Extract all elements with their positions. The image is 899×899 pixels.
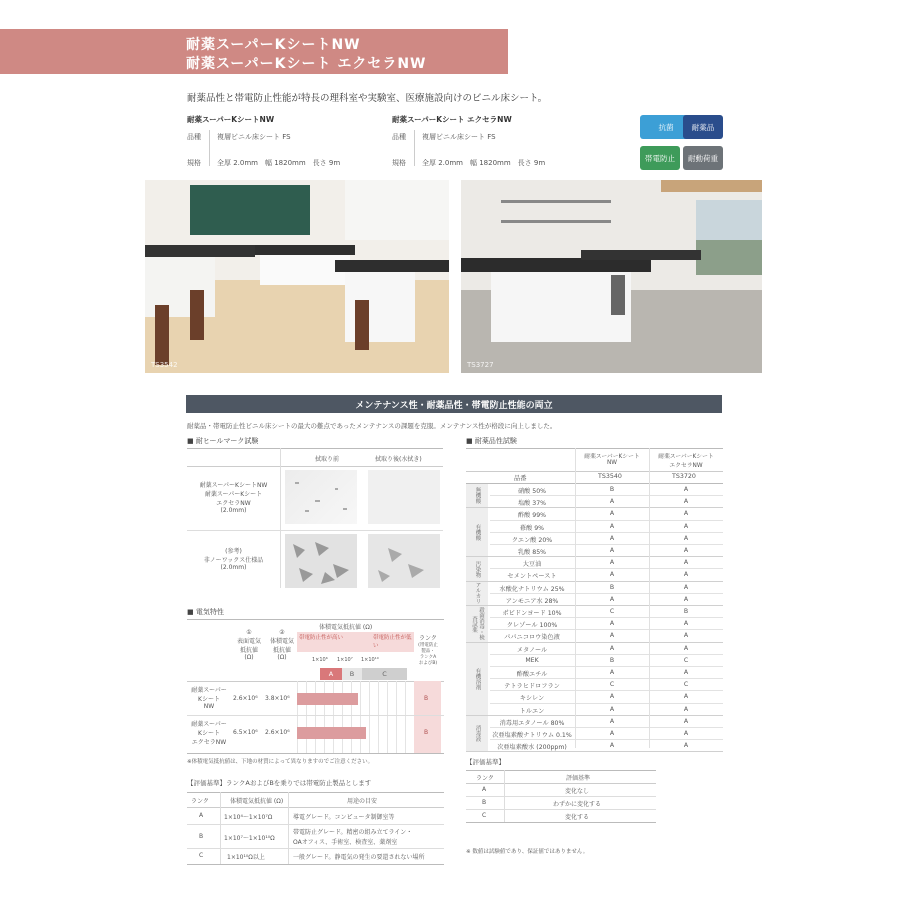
- result-nw: A: [609, 730, 615, 737]
- result-nw: A: [609, 644, 615, 652]
- chemical-name: セメントペースト: [507, 573, 557, 581]
- kikaku-value: 全厚 2.0mm 幅 1820mm 長さ 9m: [422, 159, 546, 167]
- chemical-name: MEK: [525, 656, 539, 664]
- hinshu-value: 複層ビニル床シート FS: [422, 133, 496, 141]
- chemical-name: 消毒用エタノール 80%: [499, 719, 565, 727]
- criteria-left-heading: 【評価基準】ランクAおよびBを乗りでは帯電防止製品とします: [187, 779, 372, 787]
- desc-c: 変化する: [565, 814, 590, 821]
- rank-a: A: [199, 812, 204, 819]
- chemical-name: テトラヒドロフラン: [504, 683, 560, 691]
- electric-table: [187, 619, 444, 759]
- result-excela: B: [683, 608, 689, 615]
- kikaku-value: 全厚 2.0mm 幅 1820mm 長さ 9m: [217, 159, 341, 167]
- use-b-2: OAオフィス、手術室、検査室、薬剤室: [293, 839, 398, 846]
- result-excela: C: [683, 656, 689, 664]
- result-excela: A: [683, 522, 689, 530]
- high-label: 帯電防止性が高い: [299, 635, 344, 641]
- col-value: 体積電気抵抗値 (Ω): [230, 798, 284, 805]
- result-excela: A: [683, 730, 689, 737]
- surface-resistance-header: ① 表面電気 抵抗値 (Ω): [236, 629, 261, 661]
- volume-value: 3.8×10⁶: [265, 695, 290, 702]
- result-nw: A: [609, 742, 615, 750]
- electric-row-excela: 耐薬スーパー Kシート エクセラNW: [191, 721, 227, 746]
- chemical-name: 蓚酸 9%: [519, 524, 545, 532]
- badge-antibacterial: 抗菌: [640, 115, 692, 139]
- chemical-name: クエン酸 20%: [511, 536, 553, 544]
- chemical-name: クレゾール 100%: [506, 622, 558, 630]
- volume-value: 2.6×10⁶: [265, 729, 290, 736]
- surface-value: 2.6×10⁶: [233, 695, 258, 702]
- result-excela: A: [683, 498, 689, 506]
- chem-group-label: 消毒液: [466, 716, 488, 752]
- heel-col-after: 拭取り後(水拭き): [375, 456, 422, 463]
- rank-header: ランク (帯電防止 製品・ ランクA およびB): [418, 635, 438, 666]
- hinshu-value: 複層ビニル床シート FS: [217, 133, 291, 141]
- value-a: 1×10⁴～1×10⁷Ω: [224, 814, 273, 821]
- intro-text: 耐薬品性と帯電防止性能が特長の理科室や実験室、医療施設向けのビニル床シート。: [187, 93, 548, 104]
- result-nw: A: [609, 717, 615, 725]
- col-nw-header: 耐薬スーパーKシート NW: [584, 454, 640, 466]
- result-nw: A: [609, 547, 615, 554]
- chemical-name: 水酸化ナトリウム 25%: [499, 585, 565, 593]
- chem-group-label: 有機溶剤: [466, 643, 488, 715]
- use-c: 一般グレード。静電気の発生の要還されない場所: [293, 854, 425, 861]
- result-nw: A: [609, 534, 615, 542]
- result-excela: A: [683, 486, 689, 493]
- heel-image-nw-after: [368, 470, 440, 524]
- result-nw: A: [609, 571, 615, 579]
- desc-a: 変化なし: [565, 788, 590, 795]
- resistance-bar: [297, 727, 366, 739]
- heel-image-ref-after: [368, 534, 440, 588]
- result-excela: A: [683, 510, 689, 518]
- chemical-name: メタノール: [516, 646, 548, 654]
- result-excela: A: [683, 705, 689, 713]
- hinshu-label: 品種: [392, 133, 406, 141]
- hinban-nw: TS3540: [598, 473, 622, 480]
- rank-b: B: [199, 833, 204, 840]
- rank-c: C: [199, 852, 204, 859]
- result-excela: A: [683, 693, 689, 701]
- chemical-name: トルエン: [519, 707, 545, 715]
- chart-grid: [297, 681, 414, 753]
- chart-title: 体積電気抵抗値 (Ω): [319, 624, 373, 631]
- result-excela: A: [683, 559, 689, 567]
- criteria-right-note: ※ 数値は試験値であり、保証値ではありません。: [466, 849, 589, 855]
- result-excela: A: [683, 620, 689, 628]
- heel-col-before: 拭取り前: [315, 456, 340, 463]
- kikaku-label: 規格: [392, 159, 406, 167]
- col-rank: ランク: [476, 775, 494, 782]
- chem-group-label: 有機酸: [466, 508, 488, 556]
- col-rank: ランク: [191, 798, 209, 805]
- volume-resistance-header: ② 体積電気 抵抗値 (Ω): [269, 629, 294, 661]
- product-name: 耐薬スーパーKシートNW: [187, 115, 275, 124]
- title-banner: [0, 29, 508, 74]
- result-excela: A: [683, 595, 689, 603]
- hinban-ex: TS3720: [672, 473, 696, 480]
- badge-dynamic-load: 耐動荷重: [683, 146, 723, 170]
- grade-c: C: [362, 668, 407, 680]
- desc-b: わずかに変化する: [553, 801, 602, 808]
- chem-group-label: 殺菌消毒・検査試薬: [466, 606, 488, 642]
- result-nw: A: [609, 620, 615, 628]
- result-excela: A: [683, 632, 689, 640]
- result-excela: A: [683, 669, 689, 676]
- grade-a: A: [320, 668, 342, 680]
- result-excela: A: [683, 742, 689, 750]
- chem-group-label: アルカリ: [466, 582, 488, 605]
- result-nw: C: [609, 608, 615, 615]
- tick-1: 1×10⁶: [312, 657, 328, 663]
- chemical-name: 硝酸 50%: [517, 488, 547, 495]
- photo-caption: TS3542: [151, 361, 178, 369]
- section-banner: メンテナンス性・耐薬品性・帯電防止性能の両立: [186, 395, 722, 413]
- result-excela: A: [683, 571, 689, 579]
- heel-row-reference: (参考) 非ノーワックス仕様品 (2.0mm): [203, 548, 264, 571]
- value-b: 1×10⁷～1×10¹⁰Ω: [224, 835, 275, 842]
- chem-group-label: 汚染物: [466, 557, 488, 580]
- heel-image-ref-before: [285, 534, 357, 588]
- photo-caption: TS3727: [467, 361, 494, 369]
- result-excela: A: [683, 583, 689, 591]
- section-description: 耐薬品・帯電防止性ビニル床シートの最大の難点であったメンテナンスの課題を克服。メンテナンス性が格段に向上しました。: [187, 422, 557, 430]
- title-line-2: 耐薬スーパーKシート エクセラNW: [186, 56, 427, 72]
- result-nw: C: [609, 681, 615, 689]
- resistance-bar: [297, 693, 358, 705]
- hinban-label: 品番: [514, 475, 527, 482]
- heel-image-nw-before: [285, 470, 357, 524]
- result-nw: A: [609, 595, 615, 603]
- result-nw: B: [609, 583, 615, 591]
- chemical-name: 次亜塩素酸ナトリウム 0.1%: [492, 732, 572, 739]
- chem-group-label: 無機酸: [466, 484, 488, 507]
- col-ex-header: 耐薬スーパーKシート エクセラNW: [658, 454, 714, 469]
- laboratory-photo: [461, 180, 762, 373]
- surface-value: 6.5×10⁶: [233, 729, 258, 736]
- tick-3: 1×10¹⁰: [361, 657, 379, 663]
- hinshu-label: 品種: [187, 133, 201, 141]
- rank-b: B: [482, 799, 487, 806]
- rank-a: A: [482, 786, 487, 793]
- criteria-right-heading: 【評価基準】: [466, 758, 505, 766]
- result-nw: A: [609, 498, 615, 506]
- product-spec-nw: [187, 114, 387, 167]
- rank-column: [414, 681, 441, 753]
- chemical-name: パパニコロウ染色液: [504, 634, 560, 642]
- rank-c: C: [482, 812, 487, 819]
- chemical-name: 大豆油: [522, 561, 542, 569]
- title-line-1: 耐薬スーパーKシートNW: [186, 37, 361, 53]
- rank-value: B: [424, 695, 429, 702]
- result-excela: C: [683, 681, 689, 689]
- result-nw: A: [609, 705, 615, 713]
- result-excela: A: [683, 644, 689, 652]
- chemical-name: 塩酸 37%: [517, 500, 547, 508]
- chemical-name: キシレン: [519, 695, 545, 703]
- classroom-photo: [145, 180, 449, 373]
- low-label: 帯電防止性が低い: [373, 635, 412, 649]
- badge-chemical-resistant: 耐薬品: [683, 115, 723, 139]
- result-nw: B: [609, 486, 615, 493]
- chemical-name: 次亜塩素酸水 (200ppm): [497, 744, 567, 752]
- result-nw: A: [609, 669, 615, 676]
- grade-b: B: [342, 668, 362, 680]
- col-criteria: 評価基準: [566, 775, 591, 782]
- electric-note: ※体積電気抵抗値は、下地の材質によって異なりますのでご注意ください。: [187, 759, 374, 765]
- chemical-name: アンモニア水 28%: [505, 597, 559, 605]
- product-spec-excela: [392, 114, 612, 167]
- use-a: 導電グレード。コンピュータ制御室等: [293, 814, 395, 821]
- chemical-name: 乳酸 85%: [517, 549, 547, 556]
- value-c: 1×10¹⁰Ω以上: [227, 854, 265, 861]
- result-nw: A: [609, 522, 615, 530]
- result-excela: A: [683, 534, 689, 542]
- result-excela: A: [683, 717, 689, 725]
- kikaku-label: 規格: [187, 159, 201, 167]
- product-name: 耐薬スーパーKシート エクセラNW: [392, 115, 512, 124]
- chemical-name: ポビドンヨード 10%: [502, 610, 562, 617]
- rank-value: B: [424, 729, 429, 736]
- chemical-name: 酢酸 99%: [517, 512, 547, 520]
- result-nw: A: [609, 559, 615, 567]
- tick-2: 1×10⁷: [337, 657, 353, 663]
- heel-row-nw: 耐薬スーパーKシートNW 耐薬スーパーKシート エクセラNW (2.0mm): [199, 482, 268, 514]
- result-nw: B: [609, 656, 615, 664]
- result-excela: A: [683, 547, 689, 554]
- electric-row-nw: 耐薬スーパー Kシート NW: [191, 687, 227, 710]
- electric-heading: ■ 電気特性: [187, 608, 224, 616]
- chem-heading: ■ 耐薬品性試験: [466, 437, 517, 445]
- result-nw: A: [609, 510, 615, 518]
- result-nw: A: [609, 632, 615, 640]
- result-nw: A: [609, 693, 615, 701]
- chemical-name: 酢酸エチル: [516, 671, 548, 678]
- heel-table: [187, 448, 443, 596]
- badge-antistatic: 帯電防止: [640, 146, 680, 170]
- use-b-1: 帯電防止グレード。精密の組み立てライン・: [293, 829, 413, 836]
- col-use: 用途の目安: [347, 798, 378, 805]
- heel-heading: ■ 耐ヒールマーク試験: [187, 437, 259, 445]
